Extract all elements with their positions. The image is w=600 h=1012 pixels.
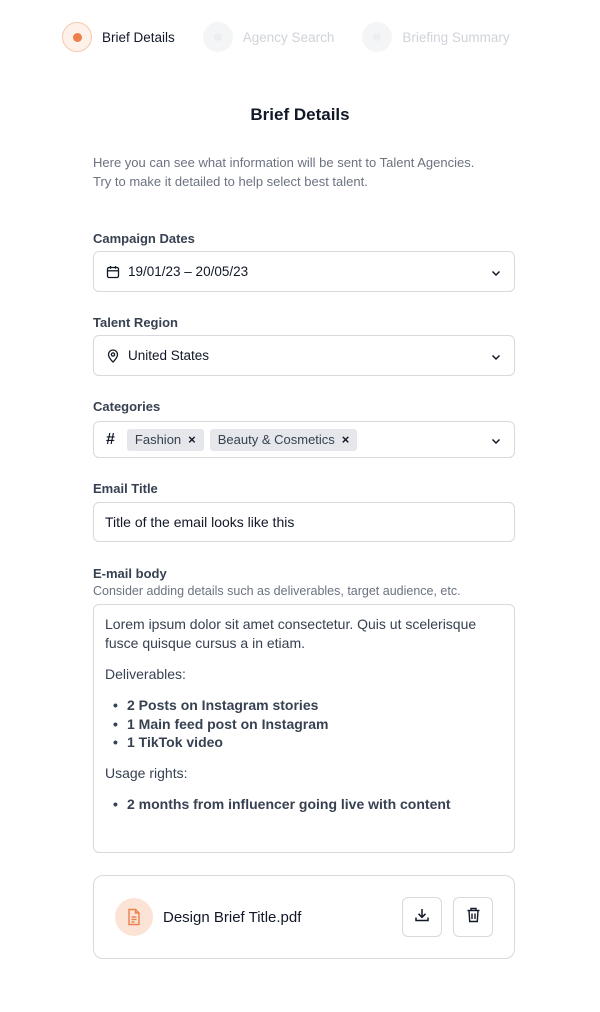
chevron-down-icon xyxy=(490,350,502,362)
usage-heading: Usage rights: xyxy=(105,764,188,781)
categories-label: Categories xyxy=(93,399,161,414)
step-agency-search[interactable] xyxy=(203,22,335,52)
list-item: • 1 TikTok video xyxy=(105,733,503,752)
categories-multiselect[interactable] xyxy=(93,421,515,458)
calendar-icon xyxy=(106,265,120,279)
campaign-dates-label: Campaign Dates xyxy=(93,231,195,246)
talent-region-select[interactable] xyxy=(93,335,515,376)
email-title-value: Title of the email looks like this xyxy=(105,514,295,530)
step-label: Brief Details xyxy=(102,29,175,45)
step-label: Briefing Summary xyxy=(402,29,510,45)
chevron-down-icon xyxy=(490,266,502,278)
step-brief-details[interactable] xyxy=(62,22,175,52)
campaign-dates-value: 19/01/23 – 20/05/23 xyxy=(128,264,249,279)
talent-region-label: Talent Region xyxy=(93,315,178,330)
tag-label: Fashion xyxy=(134,432,182,447)
campaign-dates-select[interactable] xyxy=(93,251,515,292)
attachment-card xyxy=(93,875,515,959)
email-body-label: E-mail body xyxy=(93,566,167,581)
list-item: • 2 months from influencer going live with content xyxy=(105,795,503,814)
page-title: Brief Details xyxy=(250,105,350,124)
deliverables-list xyxy=(105,696,503,752)
list-item: • 1 Main feed post on Instagram xyxy=(105,715,503,734)
progress-stepper xyxy=(62,22,510,52)
email-title-input[interactable] xyxy=(93,502,515,542)
email-body-textarea[interactable] xyxy=(93,604,515,853)
step-indicator xyxy=(362,22,392,52)
email-body-hint: Consider adding details such as deliverables, target audience, etc. xyxy=(93,584,461,598)
intro-line: Try to make it detailed to help select best talent. xyxy=(93,174,368,189)
list-item: • 2 Posts on Instagram stories xyxy=(105,696,503,715)
category-tag-beauty xyxy=(210,429,358,451)
talent-region-value: United States xyxy=(128,348,210,363)
remove-tag-icon[interactable]: × xyxy=(341,432,350,447)
deliverables-heading: Deliverables: xyxy=(105,666,186,682)
document-icon xyxy=(115,898,153,936)
step-briefing-summary[interactable] xyxy=(362,22,509,52)
page-intro xyxy=(93,153,523,191)
category-tag-fashion xyxy=(127,429,204,451)
step-label: Agency Search xyxy=(242,29,335,45)
step-indicator-active xyxy=(62,22,92,52)
usage-list xyxy=(105,795,503,814)
tag-label: Beauty & Cosmetics xyxy=(217,432,335,447)
intro-line: Here you can see what information will be sent to Talent Agencies. xyxy=(93,155,475,170)
file-name: Design Brief Title.pdf xyxy=(163,908,302,926)
remove-tag-icon[interactable]: × xyxy=(188,432,196,447)
download-icon xyxy=(414,907,430,928)
hash-icon: # xyxy=(106,430,115,448)
map-pin-icon xyxy=(106,349,120,363)
step-indicator xyxy=(203,22,233,52)
email-title-label: Email Title xyxy=(93,481,158,496)
trash-icon xyxy=(466,907,481,928)
download-button[interactable] xyxy=(402,897,442,937)
delete-button[interactable] xyxy=(453,897,493,937)
body-intro: Lorem ipsum dolor sit amet consectetur. Quis ut scelerisque fusce quisque cursus a in etiam. xyxy=(105,616,477,651)
chevron-down-icon xyxy=(490,434,502,446)
